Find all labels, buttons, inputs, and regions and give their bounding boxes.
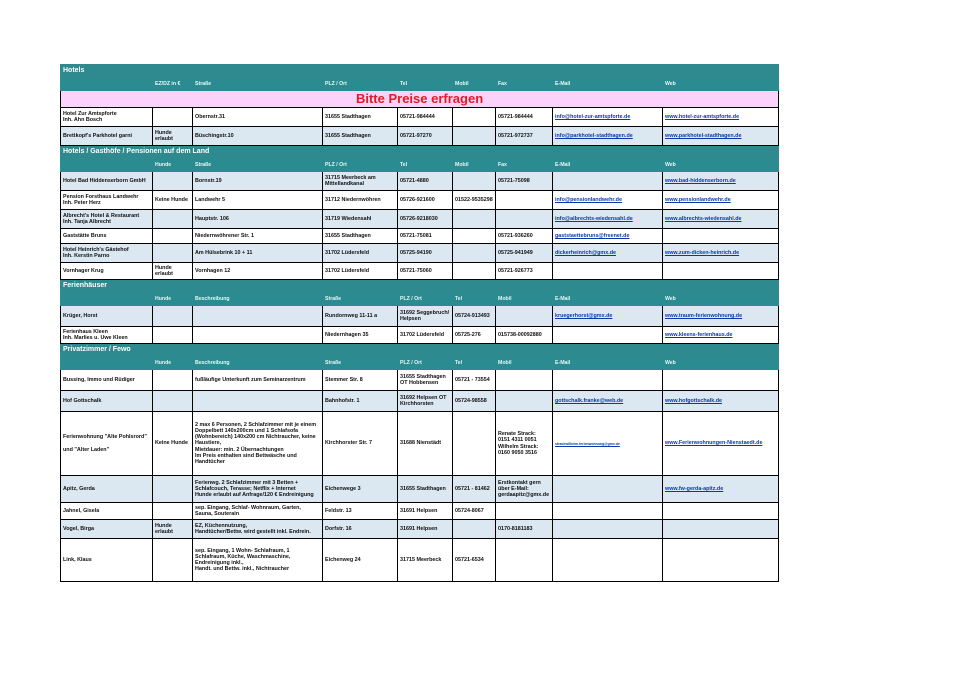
cell-col8[interactable]: dickerheinrich@gmx.de: [553, 244, 663, 263]
column-header: Web: [663, 293, 779, 306]
cell-pets-or-price: [153, 327, 193, 344]
cell-name: Pension Forsthaus Landwehr Inh. Peter Herz: [61, 191, 153, 210]
column-header: Straße: [323, 293, 398, 306]
cell-street-or-description: Büschingstr.10: [193, 127, 323, 146]
cell-col8[interactable]: gaststaettebruns@freenet.de: [553, 229, 663, 244]
cell-col8[interactable]: strackwilhelm.ferienwohnung@gmx.de: [553, 412, 663, 476]
cell-name: Hotel Zur Amtspforte Inh. Ahn Bosch: [61, 108, 153, 127]
column-header: PLZ / Ort: [323, 78, 398, 91]
cell-col5: 31692 Seggebruch/ Helpsen: [398, 306, 453, 327]
cell-col9[interactable]: www.pensionlandwehr.de: [663, 191, 779, 210]
cell-col5: 31688 Nienstädt: [398, 412, 453, 476]
cell-col6: 05724-913493: [453, 306, 496, 327]
cell-pets-or-price: Keine Hunde: [153, 412, 193, 476]
cell-name: Link, Klaus: [61, 539, 153, 582]
cell-col5: 31691 Helpsen: [398, 503, 453, 520]
accommodation-table: [60, 64, 779, 582]
column-header: PLZ / Ort: [323, 159, 398, 172]
section-title: Hotels: [61, 65, 779, 78]
cell-street-or-description: Hauptstr. 106: [193, 210, 323, 229]
cell-street-or-description: Ferienwg. 2 Schlafzimmer mit 3 Betten + Schlafcouch, Terasse; Netflix + Internet Hunde erlaubt auf Anfrage/120 € Endreinigung: [193, 476, 323, 503]
cell-street-or-description: Am Hülsebrink 10 + 11: [193, 244, 323, 263]
cell-col6: [453, 108, 496, 127]
cell-street-or-description: Vornhagen 12: [193, 263, 323, 280]
column-header: Mobil: [453, 159, 496, 172]
cell-col4: 31719 Wiedensahl: [323, 210, 398, 229]
cell-col5: 05721-984444: [398, 108, 453, 127]
column-header: Hunde: [153, 159, 193, 172]
column-header-row: [61, 159, 779, 172]
cell-street-or-description: sep. Eingang, 1 Wohn- Schlafraum, 1 Schlafraum, Küche, Waschmaschine, Endreinigung inkl., Handt. und Bettw. inkl., Nichtraucher: [193, 539, 323, 582]
cell-col6: [453, 210, 496, 229]
column-header: PLZ / Ort: [398, 357, 453, 370]
cell-col7: 05721-972737: [496, 127, 553, 146]
column-header: Straße: [193, 78, 323, 91]
cell-col6: [453, 412, 496, 476]
cell-name: Vogel, Birga: [61, 520, 153, 539]
table-row: [61, 520, 779, 539]
cell-col6: 05724-8067: [453, 503, 496, 520]
cell-name: Apitz, Gerda: [61, 476, 153, 503]
price-banner-row: [61, 91, 779, 108]
column-header: PLZ / Ort: [398, 293, 453, 306]
column-header: Tel: [453, 293, 496, 306]
section-header-hotels: [61, 65, 779, 78]
cell-col9[interactable]: www.Ferienwohnungen-Nienstaedt.de: [663, 412, 779, 476]
column-header: Web: [663, 159, 779, 172]
table-row: [61, 391, 779, 412]
cell-street-or-description: sep. Eingang, Schlaf- Wohnraum, Garten, Sauna, Souterain: [193, 503, 323, 520]
cell-col4: Niedernhagen 35: [323, 327, 398, 344]
column-header: E-Mail: [553, 159, 663, 172]
cell-col8: [553, 263, 663, 280]
column-header: Fax: [496, 159, 553, 172]
cell-col4: 31655 Stadthagen: [323, 229, 398, 244]
cell-name: Ferienhaus Kleen Inh. Marlies u. Uwe Kleen: [61, 327, 153, 344]
cell-name: Ferienwohnung "Alte Pohlsrord" und "Alter Laden": [61, 412, 153, 476]
column-header-row: [61, 78, 779, 91]
table-row: [61, 476, 779, 503]
cell-col4: Eichenwege 3: [323, 476, 398, 503]
cell-col9: [663, 229, 779, 244]
column-header: Tel: [398, 159, 453, 172]
cell-name: Vornhager Krug: [61, 263, 153, 280]
cell-col8[interactable]: info@parkhotel-stadthagen.de: [553, 127, 663, 146]
table-row: [61, 244, 779, 263]
cell-col8[interactable]: info@hotel-zur-amtspforte.de: [553, 108, 663, 127]
cell-pets-or-price: Hunde erlaubt: [153, 127, 193, 146]
cell-col4: 31655 Stadthagen: [323, 127, 398, 146]
cell-col8[interactable]: gottschalk.franke@web.de: [553, 391, 663, 412]
cell-col8: [553, 370, 663, 391]
cell-name: Brettkopf's Parkhotel garni: [61, 127, 153, 146]
cell-col4: Kirchhorster Str. 7: [323, 412, 398, 476]
cell-name: Hotel Heinrich's Gästehof Inh. Kerstin Parno: [61, 244, 153, 263]
column-header: Hunde: [153, 293, 193, 306]
column-header: Mobil: [453, 78, 496, 91]
table-row: [61, 229, 779, 244]
cell-col7: [496, 391, 553, 412]
cell-pets-or-price: [153, 370, 193, 391]
cell-col7: Erstkontakt gern über E-Mail: gerdaapitz@gmx.de: [496, 476, 553, 503]
column-header: [61, 78, 153, 91]
cell-col4: Bahnhofstr. 1: [323, 391, 398, 412]
cell-col4: 31702 Lüdersfeld: [323, 244, 398, 263]
cell-col7: 0170-8181183: [496, 520, 553, 539]
cell-col6: [453, 229, 496, 244]
cell-pets-or-price: [153, 391, 193, 412]
table-row: [61, 412, 779, 476]
section-header-privat: [61, 344, 779, 357]
table-row: [61, 263, 779, 280]
cell-col5: 05726-921600: [398, 191, 453, 210]
cell-name: Hotel Bad Hiddenserborn GmbH: [61, 172, 153, 191]
cell-col4: Eichenweg 24: [323, 539, 398, 582]
cell-col9: [663, 520, 779, 539]
cell-col7: 05725-941949: [496, 244, 553, 263]
cell-pets-or-price: [153, 244, 193, 263]
cell-pets-or-price: [153, 476, 193, 503]
cell-col9[interactable]: www.zum-dicken-heinrich.de: [663, 244, 779, 263]
cell-col9[interactable]: www.kleens-ferienhaus.de: [663, 327, 779, 344]
cell-col4: 31712 Niedernwöhren: [323, 191, 398, 210]
cell-col8[interactable]: info@albrechts-wiedensahl.de: [553, 210, 663, 229]
cell-col8: [553, 503, 663, 520]
column-header: E-Mail: [553, 78, 663, 91]
column-header-row: [61, 293, 779, 306]
table-row: [61, 370, 779, 391]
cell-name: Bussing, Immo und Rüdiger: [61, 370, 153, 391]
cell-col7: [496, 210, 553, 229]
cell-col9[interactable]: www.hotel-zur-amtspforte.de: [663, 108, 779, 127]
cell-pets-or-price: Hunde erlaubt: [153, 520, 193, 539]
cell-col8[interactable]: info@pensionlandwehr.de: [553, 191, 663, 210]
cell-pets-or-price: [153, 229, 193, 244]
column-header: Beschreibung: [193, 357, 323, 370]
cell-col9[interactable]: www.bad-hiddenserborn.de: [663, 172, 779, 191]
cell-col5: 05721-97270: [398, 127, 453, 146]
cell-col6: 05721 - 73554: [453, 370, 496, 391]
cell-col7: 05721-936260: [496, 229, 553, 244]
cell-col7: 05721-984444: [496, 108, 553, 127]
section-header-ferien: [61, 280, 779, 293]
cell-street-or-description: Niedernwöhrener Str. 1: [193, 229, 323, 244]
cell-pets-or-price: [153, 503, 193, 520]
cell-col9: [663, 263, 779, 280]
table-row: [61, 306, 779, 327]
cell-col5: 31715 Meerbeck: [398, 539, 453, 582]
cell-col4: Rundornweg 11-11 a: [323, 306, 398, 327]
section-title: Ferienhäuser: [61, 280, 779, 293]
cell-col6: 05724-98558: [453, 391, 496, 412]
cell-col8: [553, 476, 663, 503]
cell-street-or-description: Obernstr.31: [193, 108, 323, 127]
column-header: Tel: [398, 78, 453, 91]
column-header: [61, 357, 153, 370]
cell-col6: 05721 - 81462: [453, 476, 496, 503]
cell-col8: [553, 520, 663, 539]
cell-col9: [663, 539, 779, 582]
cell-col8: [553, 327, 663, 344]
table-row: [61, 210, 779, 229]
cell-name: Gaststätte Bruns: [61, 229, 153, 244]
table-row: [61, 108, 779, 127]
column-header: Mobil: [496, 357, 553, 370]
cell-col9[interactable]: www.fw-gerda-apitz.de: [663, 476, 779, 503]
cell-col7: [496, 503, 553, 520]
cell-col5: 31655 Stadthagen OT Hobbensen: [398, 370, 453, 391]
cell-col9[interactable]: www.parkhotel-stadthagen.de: [663, 127, 779, 146]
cell-pets-or-price: Keine Hunde: [153, 191, 193, 210]
cell-col6: 05721-6534: [453, 539, 496, 582]
cell-street-or-description: 2 max 6 Personen, 2 Schlafzimmer mit je einem Doppelbett 140x200cm und 1 Schlafsofa (Wohnbereich) 140x200 cm Nichtraucher, keine Haustiere, Mietdauer: min. 2 Übernachtungen Im Preis enthalten sind Bettwäsche und Handtücher: [193, 412, 323, 476]
column-header: Web: [663, 357, 779, 370]
cell-col4: 31715 Meerbeck am Mittellandkanal: [323, 172, 398, 191]
table-row: [61, 503, 779, 520]
column-header: Beschreibung: [193, 293, 323, 306]
cell-col5: 05721-75081: [398, 229, 453, 244]
column-header: Tel: [453, 357, 496, 370]
cell-col6: [453, 127, 496, 146]
section-header-land: [61, 146, 779, 159]
cell-col4: Feldstr. 13: [323, 503, 398, 520]
cell-name: Hof Gottschalk: [61, 391, 153, 412]
column-header: Hunde: [153, 357, 193, 370]
spreadsheet: [60, 64, 778, 582]
price-banner: Bitte Preise erfragen: [61, 91, 779, 108]
section-title: Hotels / Gasthöfe / Pensionen auf dem Land: [61, 146, 779, 159]
cell-pets-or-price: [153, 306, 193, 327]
cell-col9[interactable]: www.albrechts-wiedensahl.de: [663, 210, 779, 229]
cell-col7: Renate Strack: 0151 4311 0051 Wilhelm Strack: 0160 9050 3516: [496, 412, 553, 476]
cell-col9: [663, 370, 779, 391]
cell-col5: 05726-9218030: [398, 210, 453, 229]
table-row: [61, 127, 779, 146]
cell-col4: Stemmer Str. 8: [323, 370, 398, 391]
cell-col5: 05721-4880: [398, 172, 453, 191]
cell-col5: 31691 Helpsen: [398, 520, 453, 539]
cell-col4: Dorfstr. 16: [323, 520, 398, 539]
cell-col8[interactable]: kruegerhorst@gmx.de: [553, 306, 663, 327]
column-header: [61, 159, 153, 172]
cell-col7: [496, 370, 553, 391]
column-header-row: [61, 357, 779, 370]
cell-pets-or-price: [153, 172, 193, 191]
cell-col7: 05721-926773: [496, 263, 553, 280]
column-header: Fax: [496, 78, 553, 91]
cell-pets-or-price: Hunde erlaubt: [153, 263, 193, 280]
cell-street-or-description: fußläufige Unterkunft zum Seminarzentrum: [193, 370, 323, 391]
cell-col9: [663, 503, 779, 520]
cell-col5: 31655 Stadthagen: [398, 476, 453, 503]
cell-name: Albrecht's Hotel & Restaurant Inh. Tanja Albrecht: [61, 210, 153, 229]
cell-pets-or-price: [153, 210, 193, 229]
cell-street-or-description: [193, 327, 323, 344]
column-header: E-Mail: [553, 293, 663, 306]
cell-col9[interactable]: www.hofgottschalk.de: [663, 391, 779, 412]
column-header: [61, 293, 153, 306]
cell-col6: [453, 263, 496, 280]
cell-pets-or-price: [153, 539, 193, 582]
cell-col8: [553, 172, 663, 191]
column-header: Straße: [193, 159, 323, 172]
cell-col6: [453, 244, 496, 263]
column-header: EZ/DZ in €: [153, 78, 193, 91]
column-header: Straße: [323, 357, 398, 370]
cell-street-or-description: [193, 391, 323, 412]
cell-col5: 31702 Lüdersfeld: [398, 327, 453, 344]
section-title: Privatzimmer / Fewo: [61, 344, 779, 357]
cell-street-or-description: Landwehr 5: [193, 191, 323, 210]
cell-street-or-description: EZ, Küchennutzung, Handtücher/Bettw. wird gestellt inkl. Endrein.: [193, 520, 323, 539]
cell-col6: [453, 172, 496, 191]
table-row: [61, 172, 779, 191]
cell-col9[interactable]: www.traum-ferienwohnung.de: [663, 306, 779, 327]
column-header: Web: [663, 78, 779, 91]
table-row: [61, 327, 779, 344]
cell-col4: 31702 Lüdersfeld: [323, 263, 398, 280]
cell-street-or-description: Bornstr.19: [193, 172, 323, 191]
cell-name: Krüger, Horst: [61, 306, 153, 327]
cell-street-or-description: [193, 306, 323, 327]
cell-col7: 015738-00092880: [496, 327, 553, 344]
cell-col6: 05725-276: [453, 327, 496, 344]
cell-col4: 31655 Stadthagen: [323, 108, 398, 127]
cell-col7: [496, 539, 553, 582]
cell-col7: [496, 191, 553, 210]
column-header: Mobil: [496, 293, 553, 306]
cell-col5: 05721-75060: [398, 263, 453, 280]
cell-col6: 01522-9535298: [453, 191, 496, 210]
cell-col8: [553, 539, 663, 582]
cell-col5: 31692 Helpsen OT Kirchhorsten: [398, 391, 453, 412]
cell-pets-or-price: [153, 108, 193, 127]
cell-col7: [496, 306, 553, 327]
cell-name: Jahnel, Gisela: [61, 503, 153, 520]
cell-col6: [453, 520, 496, 539]
table-row: [61, 191, 779, 210]
cell-col5: 05725-94190: [398, 244, 453, 263]
cell-col7: 05721-75098: [496, 172, 553, 191]
table-row: [61, 539, 779, 582]
column-header: E-Mail: [553, 357, 663, 370]
